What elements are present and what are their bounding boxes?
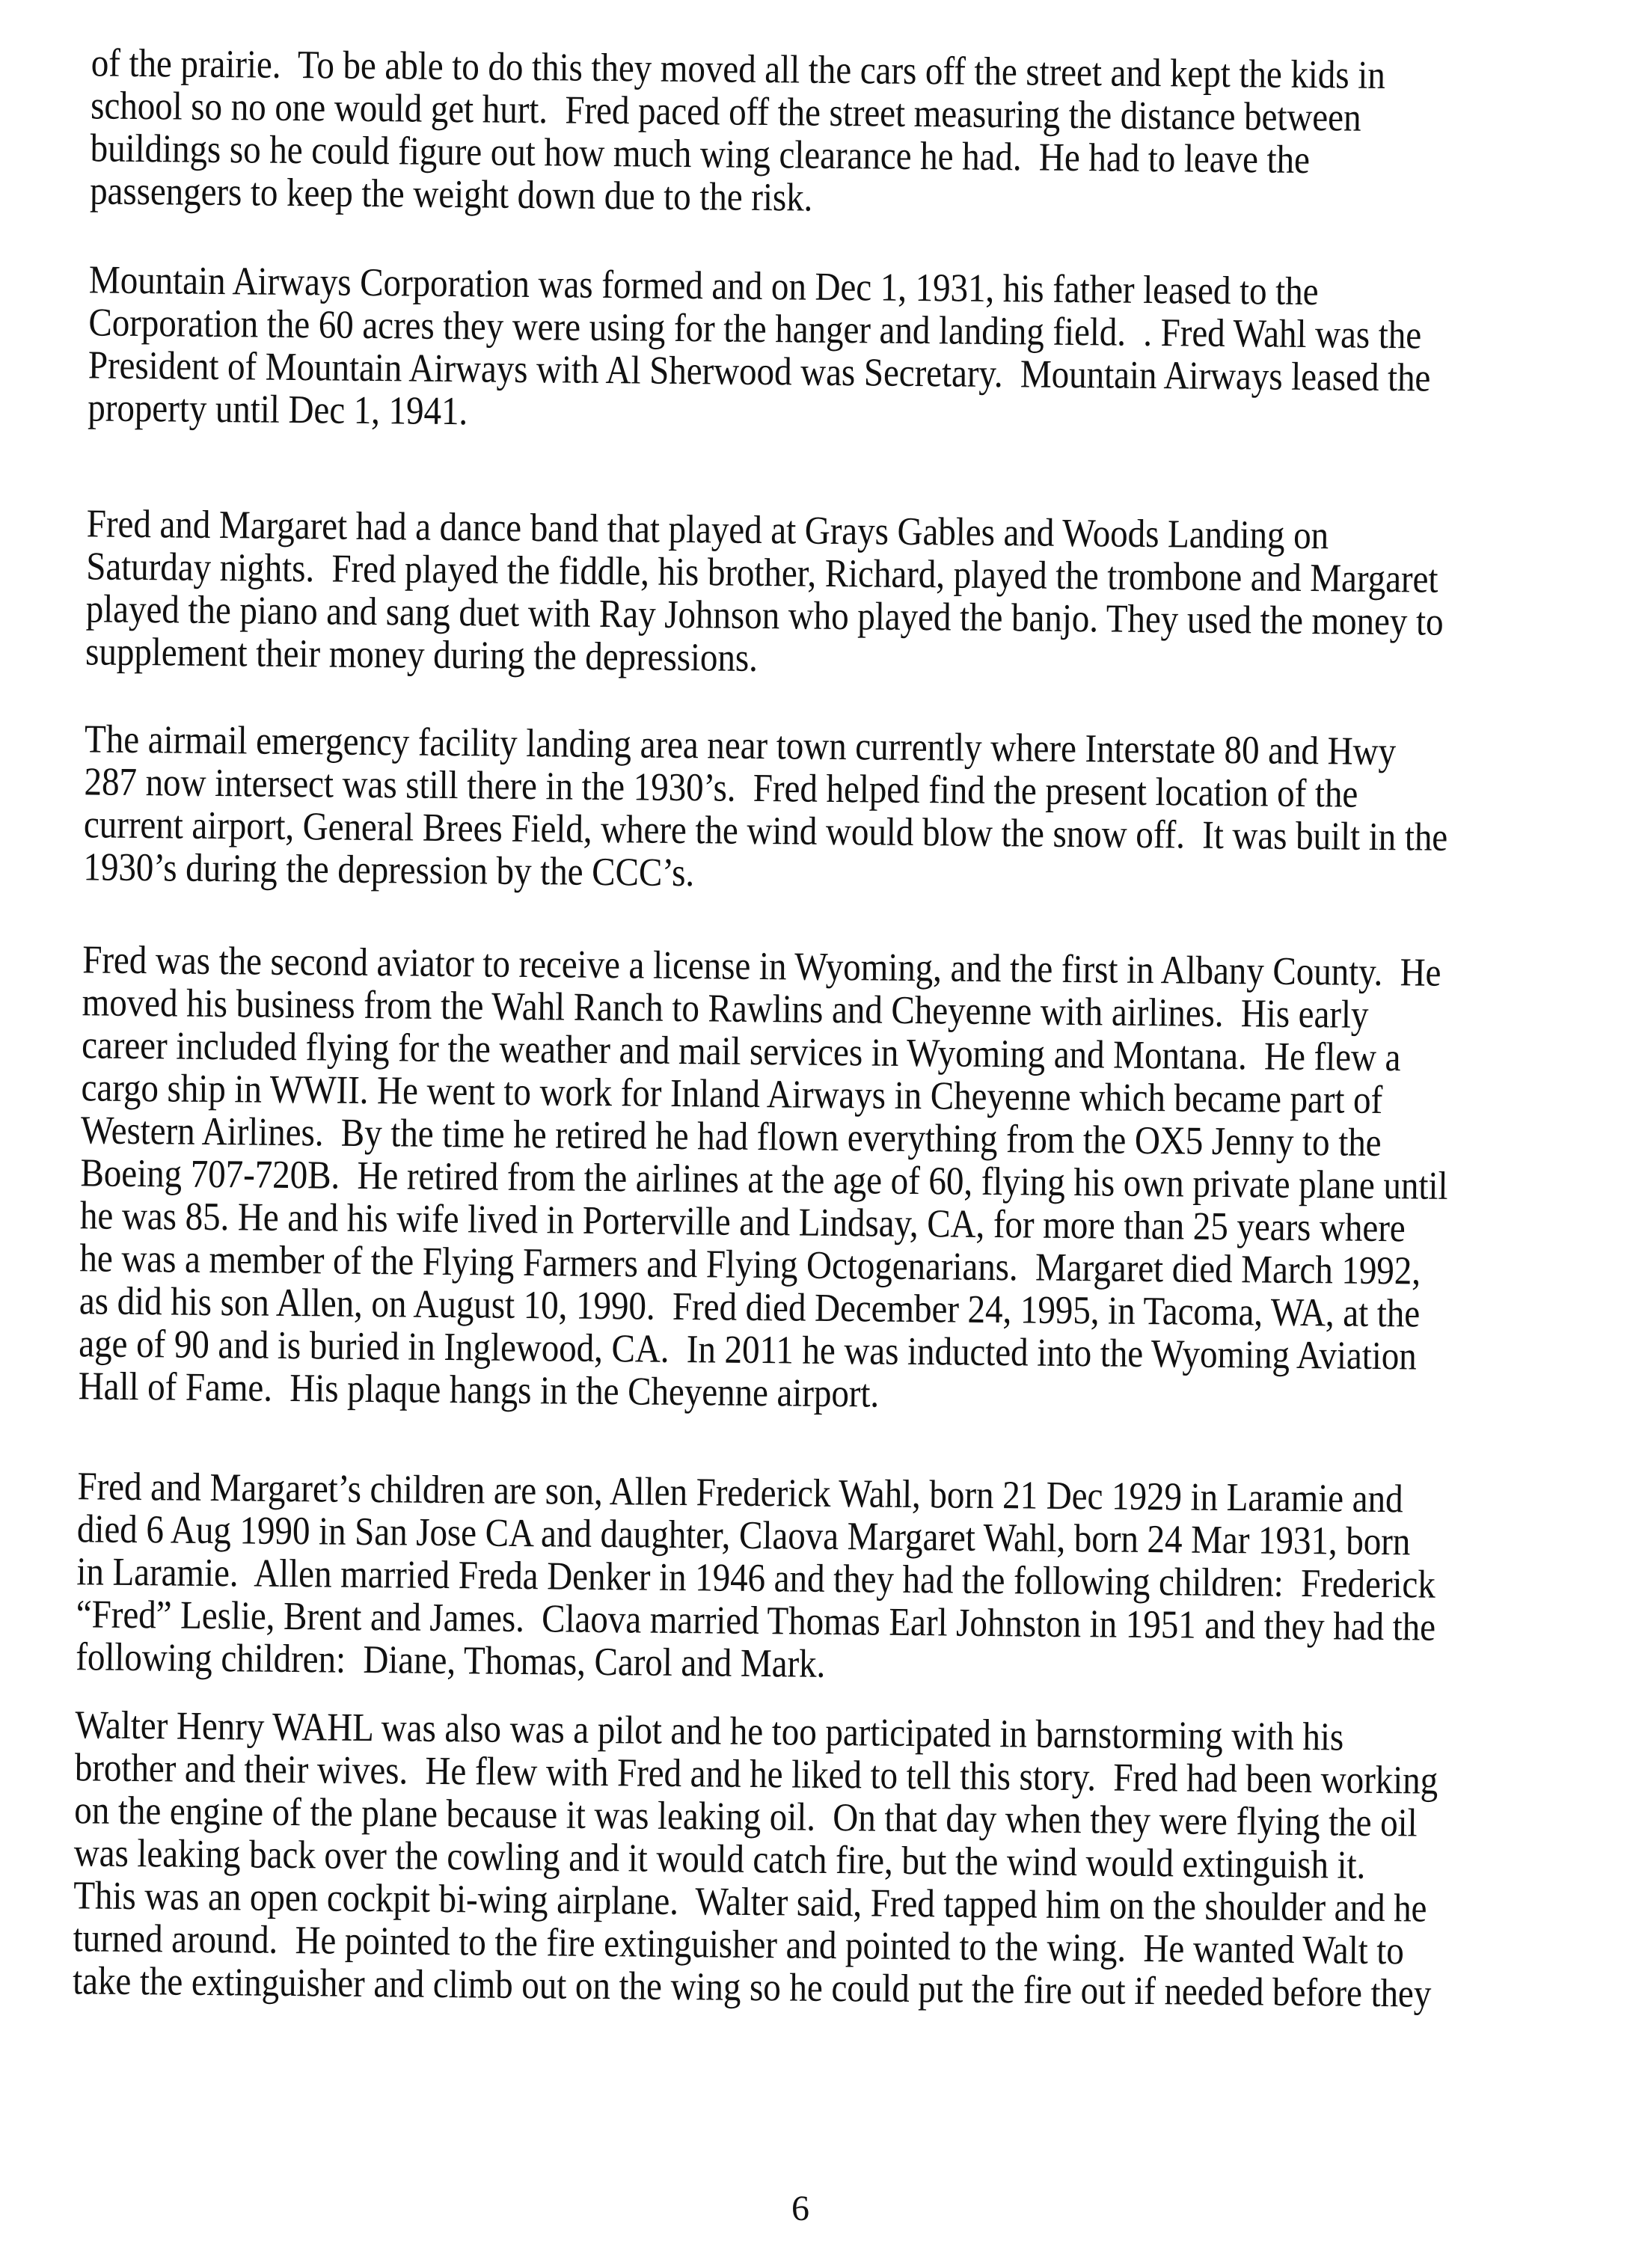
text-line: buildings so he could figure out how much wing clearance he had. He had to leave the (90, 126, 1311, 183)
text-line: he was a member of the Flying Farmers and Flying Octogenarians. Margaret died March 1992, (79, 1236, 1421, 1293)
paragraph-mountain-airways (88, 260, 1555, 445)
text-line: Saturday nights. Fred played the fiddle, his brother, Richard, played the trombone and Margaret (86, 545, 1438, 602)
text-line: Hall of Fame. His plaque hangs in the Cheyenne airport. (78, 1364, 880, 1416)
page-number: 6 (791, 2189, 809, 2228)
text-line: 1930’s during the depression by the CCC’s. (83, 845, 695, 895)
paragraph-airmail-facility (83, 717, 1551, 904)
paragraph-prairie (90, 43, 1557, 228)
paragraph-dance-band (85, 504, 1553, 689)
text-line: Fred and Margaret’s children are son, Allen Frederick Wahl, born 21 Dec 1929 in Laramie and (77, 1465, 1403, 1521)
text-line: Mountain Airways Corporation was formed and on Dec 1, 1931, his father leased to the (88, 258, 1319, 314)
text-line: take the extinguisher and climb out on the wing so he could put the fire out if needed before they (72, 1959, 1432, 2017)
paragraph-children (76, 1467, 1544, 1694)
text-line: in Laramie. Allen married Freda Denker in 1946 and they had the following children: Frederick (76, 1550, 1436, 1607)
text-line: property until Dec 1, 1941. (88, 386, 468, 434)
text-line: “Fred” Leslie, Brent and James. Claova married Thomas Earl Johnston in 1951 and they had the (76, 1593, 1436, 1650)
text-line: current airport, General Brees Field, where the wind would blow the snow off. It was built in the (83, 803, 1448, 860)
text-line: passengers to keep the weight down due to the risk. (89, 169, 813, 220)
text-line: age of 90 and is buried in Inglewood, CA. In 2011 he was inducted into the Wyoming Aviation (79, 1322, 1417, 1379)
text-line: of the prairie. To be able to do this they moved all the cars off the street and kept the kids in (91, 41, 1385, 98)
text-line: career included flying for the weather and mail services in Wyoming and Montana. He flew a (81, 1023, 1401, 1080)
text-line: supplement their money during the depressions. (85, 630, 759, 681)
text-line: following children: Diane, Thomas, Carol and Mark. (76, 1635, 826, 1687)
text-line: Walter Henry WAHL was also was a pilot and he too participated in barnstorming with his (75, 1703, 1344, 1759)
text-line: moved his business from the Wahl Ranch to Rawlins and Cheyenne with airlines. His early (82, 981, 1369, 1038)
text-line: Western Airlines. By the time he retired he had flown everything from the OX5 Jenny to the (80, 1109, 1382, 1165)
text-line: was leaking back over the cowling and it would catch fire, but the wind would extinguish it. (73, 1831, 1366, 1888)
text-line: died 6 Aug 1990 in San Jose CA and daughter, Claova Margaret Wahl, born 24 Mar 1931, born (76, 1507, 1411, 1564)
text-line: The airmail emergency facility landing area near town currently where Interstate 80 and Hwy (84, 717, 1397, 774)
text-line: brother and their wives. He flew with Fred and he liked to tell this story. Fred had been working (74, 1746, 1438, 1803)
text-line: cargo ship in WWII. He went to work for Inland Airways in Cheyenne which became part of (81, 1066, 1383, 1123)
text-line: played the piano and sang duet with Ray Johnson who played the banjo. They used the money to (85, 587, 1444, 645)
text-line: Fred and Margaret had a dance band that played at Grays Gables and Woods Landing on (86, 502, 1329, 558)
text-line: on the engine of the plane because it was leaking oil. On that day when they were flying the oil (74, 1789, 1418, 1845)
text-line: Fred was the second aviator to receive a license in Wyoming, and the first in Albany County. He (82, 938, 1441, 996)
text-line: This was an open cockpit bi-wing airplane. Walter said, Fred tapped him on the shoulder and he (73, 1874, 1427, 1931)
text-line: school so no one would get hurt. Fred paced off the street measuring the distance between (90, 84, 1361, 140)
text-line: Boeing 707-720B. He retired from the airlines at the age of 60, flying his own private plane until (80, 1151, 1448, 1209)
text-line: turned around. He pointed to the fire extinguisher and pointed to the wing. He wanted Walt to (73, 1916, 1405, 1973)
text-line: 287 now intersect was still there in the 1930’s. Fred helped find the present location of the (84, 760, 1358, 816)
text-line: as did his son Allen, on August 10, 1990. Fred died December 24, 1995, in Tacoma, WA, at the (79, 1279, 1421, 1336)
text-line: President of Mountain Airways with Al Sherwood was Secretary. Mountain Airways leased the (88, 343, 1431, 400)
text-line: Corporation the 60 acres they were using for the hanger and landing field. . Fred Wahl was the (88, 301, 1422, 358)
paragraph-aviator-career (78, 940, 1548, 1423)
text-line: he was 85. He and his wife lived in Porterville and Lindsay, CA, for more than 25 years where (79, 1194, 1406, 1251)
body-text (72, 41, 1557, 2017)
paragraph-walter-wahl (73, 1705, 1542, 2018)
